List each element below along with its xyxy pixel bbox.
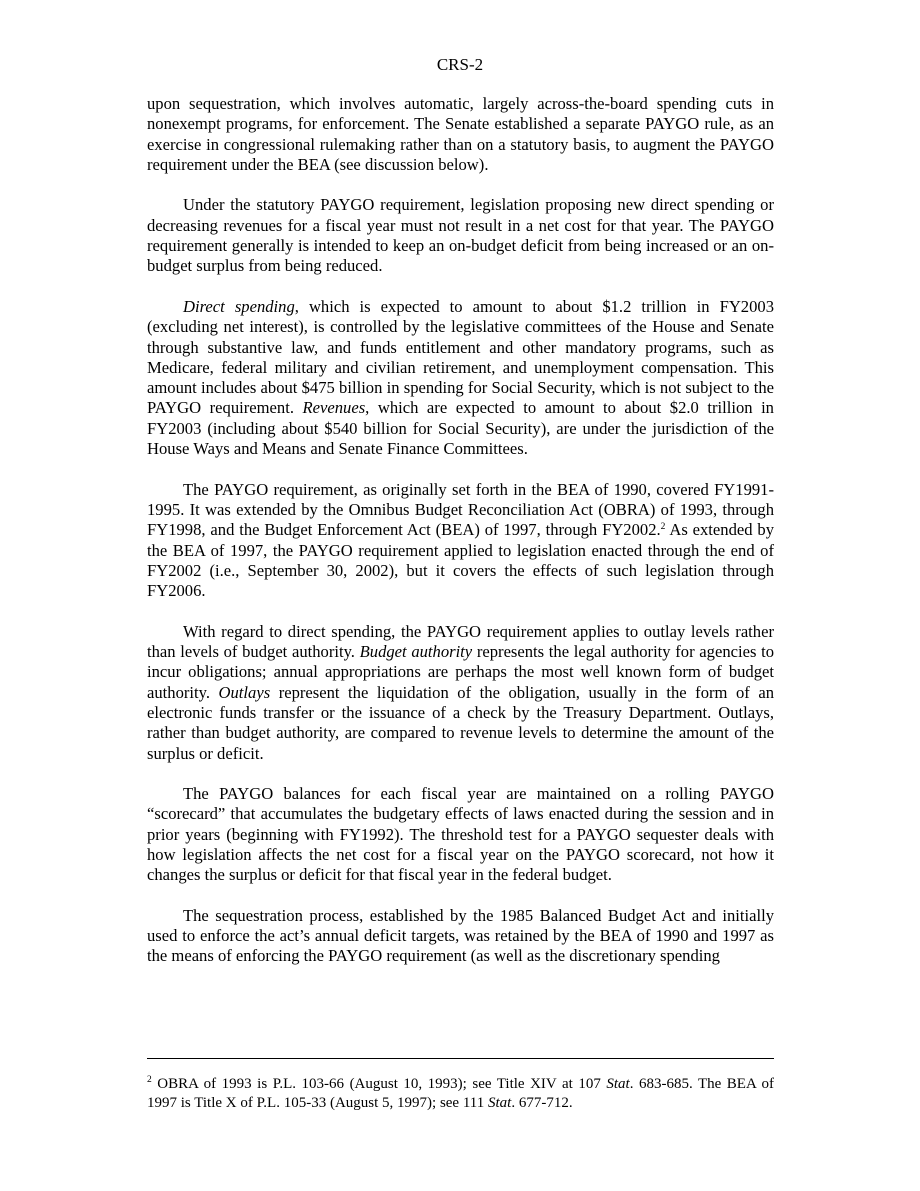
footnote-marker: 2 bbox=[147, 1075, 152, 1085]
paragraph-paygo-scorecard bbox=[147, 784, 774, 885]
text-run: OBRA of 1993 is P.L. 103-66 (August 10, 1993); see Title XIV at 107 bbox=[151, 1076, 607, 1092]
italic-term: Stat bbox=[606, 1076, 630, 1092]
text-run: . 683-685. The BEA of 1997 is Title X of P.L. 105-33 (August 5, 1997); see 111 bbox=[147, 1076, 774, 1111]
text-run: Under the statutory PAYGO requirement, legislation proposing new direct spending or decreasing revenues for a fiscal year must not result in a net cost for that year. The PAYGO requirement generally is intended to keep an on-budget deficit from being increased or an on-budget surplus from being reduced. bbox=[147, 195, 774, 276]
italic-term: Outlays bbox=[218, 682, 271, 702]
text-run: As extended by the BEA of 1997, the PAYGO requirement applied to legislation enacted through the end of FY2002 (i.e., September 30, 2002), but it covers the effects of such legislation through FY2006. bbox=[147, 520, 774, 601]
italic-term: Budget authority bbox=[359, 642, 473, 662]
text-run: represents the legal authority for agencies to incur obligations; annual appropriations are perhaps the most well known form of budget authority. bbox=[147, 642, 774, 702]
paragraph-statutory-paygo bbox=[147, 195, 774, 276]
footnote-2 bbox=[147, 1075, 774, 1113]
page-number-label: CRS-2 bbox=[436, 55, 484, 74]
text-run: upon sequestration, which involves automatic, largely across-the-board spending cuts in nonexempt programs, for enforcement. The Senate established a separate PAYGO rule, as an exercise in congressional rulemaking rather than on a statutory basis, to augment the PAYGO requirement under the BEA (see discussion below). bbox=[147, 94, 774, 174]
text-run: , which are expected to amount to about $2.0 trillion in FY2003 (including about $540 billion for Social Security), are under the jurisdiction of the House Ways and Means and Senate Finance Committees. bbox=[147, 398, 774, 459]
paragraph-paygo-history bbox=[147, 480, 774, 602]
text-run: , which is expected to amount to about $1.2 trillion in FY2003 (excluding net interest), is controlled by the legislative committees of the House and Senate through substantive law, and funds entitlement and other mandatory programs, such as Medicare, federal military and civilian retirement, and unemployment compensation. This amount includes about $475 billion in spending for Social Security, which is not subject to the PAYGO requirement. bbox=[147, 296, 774, 418]
text-run: With regard to direct spending, the PAYGO requirement applies to outlay levels rather than levels of budget authority. bbox=[147, 621, 774, 662]
paragraph-direct-spending bbox=[147, 297, 774, 459]
page-header bbox=[0, 55, 920, 75]
text-run: . 677-712. bbox=[511, 1095, 573, 1111]
paragraph-sequestration-continued bbox=[147, 94, 774, 175]
text-run: The PAYGO requirement, as originally set forth in the BEA of 1990, covered FY1991-1995. It was extended by the Omnibus Budget Reconciliation Act (OBRA) of 1993, through FY1998, and the Budget Enforcement Act (BEA) of 1997, through FY2002. bbox=[147, 479, 774, 540]
paragraph-outlays-vs-budget-authority bbox=[147, 622, 774, 764]
footnote-reference: 2 bbox=[660, 522, 666, 533]
paragraph-sequestration-process bbox=[147, 906, 774, 967]
text-run: represent the liquidation of the obligation, usually in the form of an electronic funds transfer or the issuance of a check by the Treasury Department. Outlays, rather than budget authority, are compared to revenue levels to determine the amount of the surplus or deficit. bbox=[147, 682, 774, 763]
italic-term: Direct spending bbox=[183, 296, 295, 316]
body-text bbox=[147, 94, 774, 967]
italic-term: Stat bbox=[487, 1095, 512, 1111]
text-run: The sequestration process, established by the 1985 Balanced Budget Act and initially used to enforce the act’s annual deficit targets, was retained by the BEA of 1990 and 1997 as the means of enforcing the PAYGO requirement (as well as the discretionary spending bbox=[147, 905, 774, 966]
footnote-text bbox=[147, 1076, 774, 1111]
text-run: The PAYGO balances for each fiscal year are maintained on a rolling PAYGO “scorecard” that accumulates the budgetary effects of laws enacted during the session and in prior years (beginning with FY1992). The threshold test for a PAYGO sequester deals with how legislation affects the net cost for a fiscal year on the PAYGO scorecard, not how it changes the surplus or deficit for that fiscal year in the federal budget. bbox=[147, 784, 774, 885]
italic-term: Revenues bbox=[302, 398, 366, 418]
footnote-divider bbox=[147, 1058, 774, 1059]
